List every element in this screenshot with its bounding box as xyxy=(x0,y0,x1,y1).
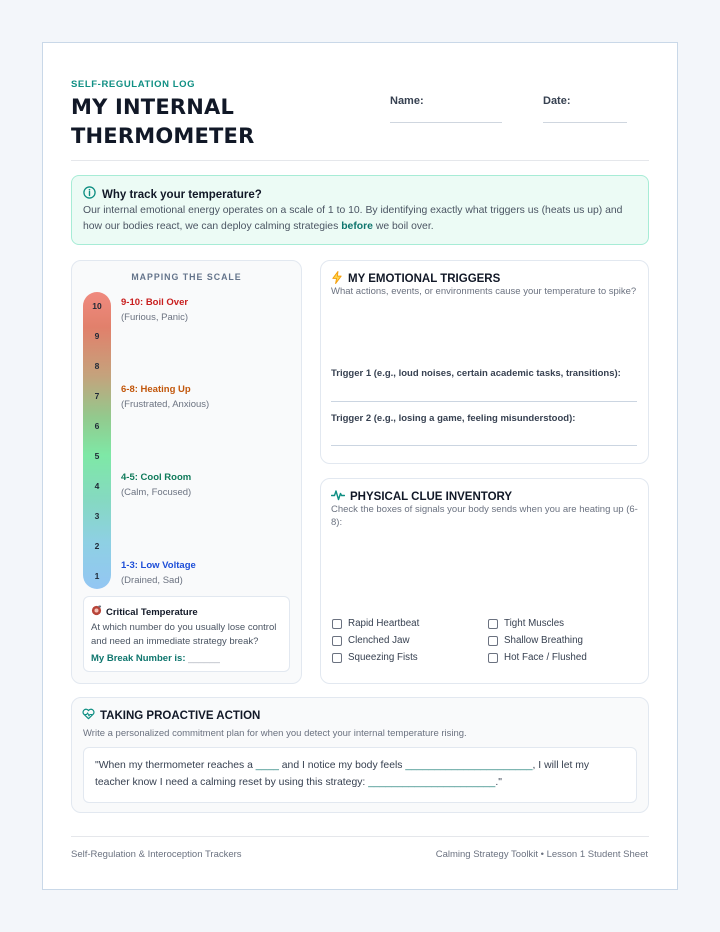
physical-clue-card xyxy=(320,478,649,684)
header-divider xyxy=(71,160,649,161)
scale-number: 1 xyxy=(94,571,100,581)
scale-heading: MAPPING THE SCALE xyxy=(131,272,242,282)
blank-feeling[interactable]: ______________________ xyxy=(405,760,533,771)
blank-strategy[interactable]: ______________________ xyxy=(368,776,496,788)
info-icon xyxy=(83,186,96,204)
eyebrow-label: SELF-REGULATION LOG xyxy=(71,79,196,90)
checkbox-rapid-heartbeat[interactable]: Rapid Heartbeat xyxy=(332,618,419,629)
checkbox-tight-muscles[interactable]: Tight Muscles xyxy=(488,618,564,629)
scale-number: 7 xyxy=(94,391,100,401)
scale-number: 3 xyxy=(94,511,100,521)
action-subtitle: Write a personalized commitment plan for when you detect your internal temperature rising. xyxy=(83,728,467,739)
checkbox[interactable] xyxy=(488,619,498,629)
trigger-2-field[interactable] xyxy=(331,445,637,446)
zone-low-voltage: 1-3: Low Voltage (Drained, Sad) xyxy=(121,560,196,586)
checkbox[interactable] xyxy=(332,653,342,663)
physical-subtitle: Check the boxes of signals your body sends when you are heating up (6-8): xyxy=(331,504,638,528)
critical-body: At which number do you usually lose control and need an immediate strategy break? xyxy=(91,622,277,647)
zone-heating-up: 6-8: Heating Up (Frustrated, Anxious) xyxy=(121,384,210,410)
scale-number: 10 xyxy=(92,301,102,311)
zone-boil-over: 9-10: Boil Over (Furious, Panic) xyxy=(121,297,189,323)
date-label: Date: xyxy=(543,95,571,107)
checkbox[interactable] xyxy=(332,619,342,629)
checkbox-shallow-breathing[interactable]: Shallow Breathing xyxy=(488,635,583,646)
worksheet-page xyxy=(42,42,678,890)
trigger-1-field[interactable] xyxy=(331,401,637,402)
why-title: Why track your temperature? xyxy=(102,189,262,201)
scale-number: 4 xyxy=(94,481,100,491)
emotional-triggers-card xyxy=(320,260,649,464)
lightning-icon xyxy=(331,271,343,287)
page-title: MY INTERNAL THERMOMETER xyxy=(71,95,255,148)
proactive-action-card xyxy=(71,697,649,813)
why-callout xyxy=(71,175,649,245)
name-label: Name: xyxy=(390,95,424,107)
checkbox[interactable] xyxy=(488,653,498,663)
thermometer-bar xyxy=(83,292,111,589)
critical-temperature-box xyxy=(83,596,290,672)
trigger-1-label: Trigger 1 (e.g., loud noises, certain academic tasks, transitions): xyxy=(331,368,621,379)
scale-number: 2 xyxy=(94,541,100,551)
thermometer-icon xyxy=(91,605,102,619)
scale-number: 9 xyxy=(94,331,100,341)
footer-divider xyxy=(71,836,649,837)
mapping-scale-card xyxy=(71,260,302,684)
why-body: Our internal emotional energy operates on a scale of 1 to 10. By identifying exactly what triggers us (heats us up) and how our bodies react, we can deploy calming strategies before we boil over. xyxy=(83,205,623,232)
scale-number: 8 xyxy=(94,361,100,371)
checkbox[interactable] xyxy=(332,636,342,646)
action-title: TAKING PROACTIVE ACTION xyxy=(100,709,261,722)
scale-number: 6 xyxy=(94,421,100,431)
heart-pulse-icon xyxy=(82,708,95,723)
blank-number[interactable]: ____ xyxy=(255,760,279,771)
critical-title: Critical Temperature xyxy=(106,606,198,618)
scale-number: 5 xyxy=(94,451,100,461)
trigger-2-label: Trigger 2 (e.g., losing a game, feeling misunderstood): xyxy=(331,413,576,424)
footer-left: Self-Regulation & Interoception Trackers xyxy=(71,849,242,860)
commitment-plan-box[interactable]: "When my thermometer reaches a ____ and I notice my body feels ______________________, I will let my teacher know I need a calming reset by using this strategy: ______________________." xyxy=(83,747,637,803)
pulse-icon xyxy=(331,489,345,504)
checkbox-clenched-jaw[interactable]: Clenched Jaw xyxy=(332,635,410,646)
physical-title: PHYSICAL CLUE INVENTORY xyxy=(350,490,513,503)
checkbox[interactable] xyxy=(488,636,498,646)
zone-cool-room: 4-5: Cool Room (Calm, Focused) xyxy=(121,472,192,498)
triggers-subtitle: What actions, events, or environments cause your temperature to spike? xyxy=(331,286,637,297)
break-number-field[interactable]: My Break Number is: ______ xyxy=(91,653,220,664)
footer-right: Calming Strategy Toolkit • Lesson 1 Student Sheet xyxy=(435,849,648,860)
checkbox-squeezing-fists[interactable]: Squeezing Fists xyxy=(332,652,418,663)
triggers-title: MY EMOTIONAL TRIGGERS xyxy=(348,273,501,285)
date-field[interactable] xyxy=(543,122,627,123)
checkbox-hot-face[interactable]: Hot Face / Flushed xyxy=(488,652,587,663)
name-field[interactable] xyxy=(390,122,502,123)
